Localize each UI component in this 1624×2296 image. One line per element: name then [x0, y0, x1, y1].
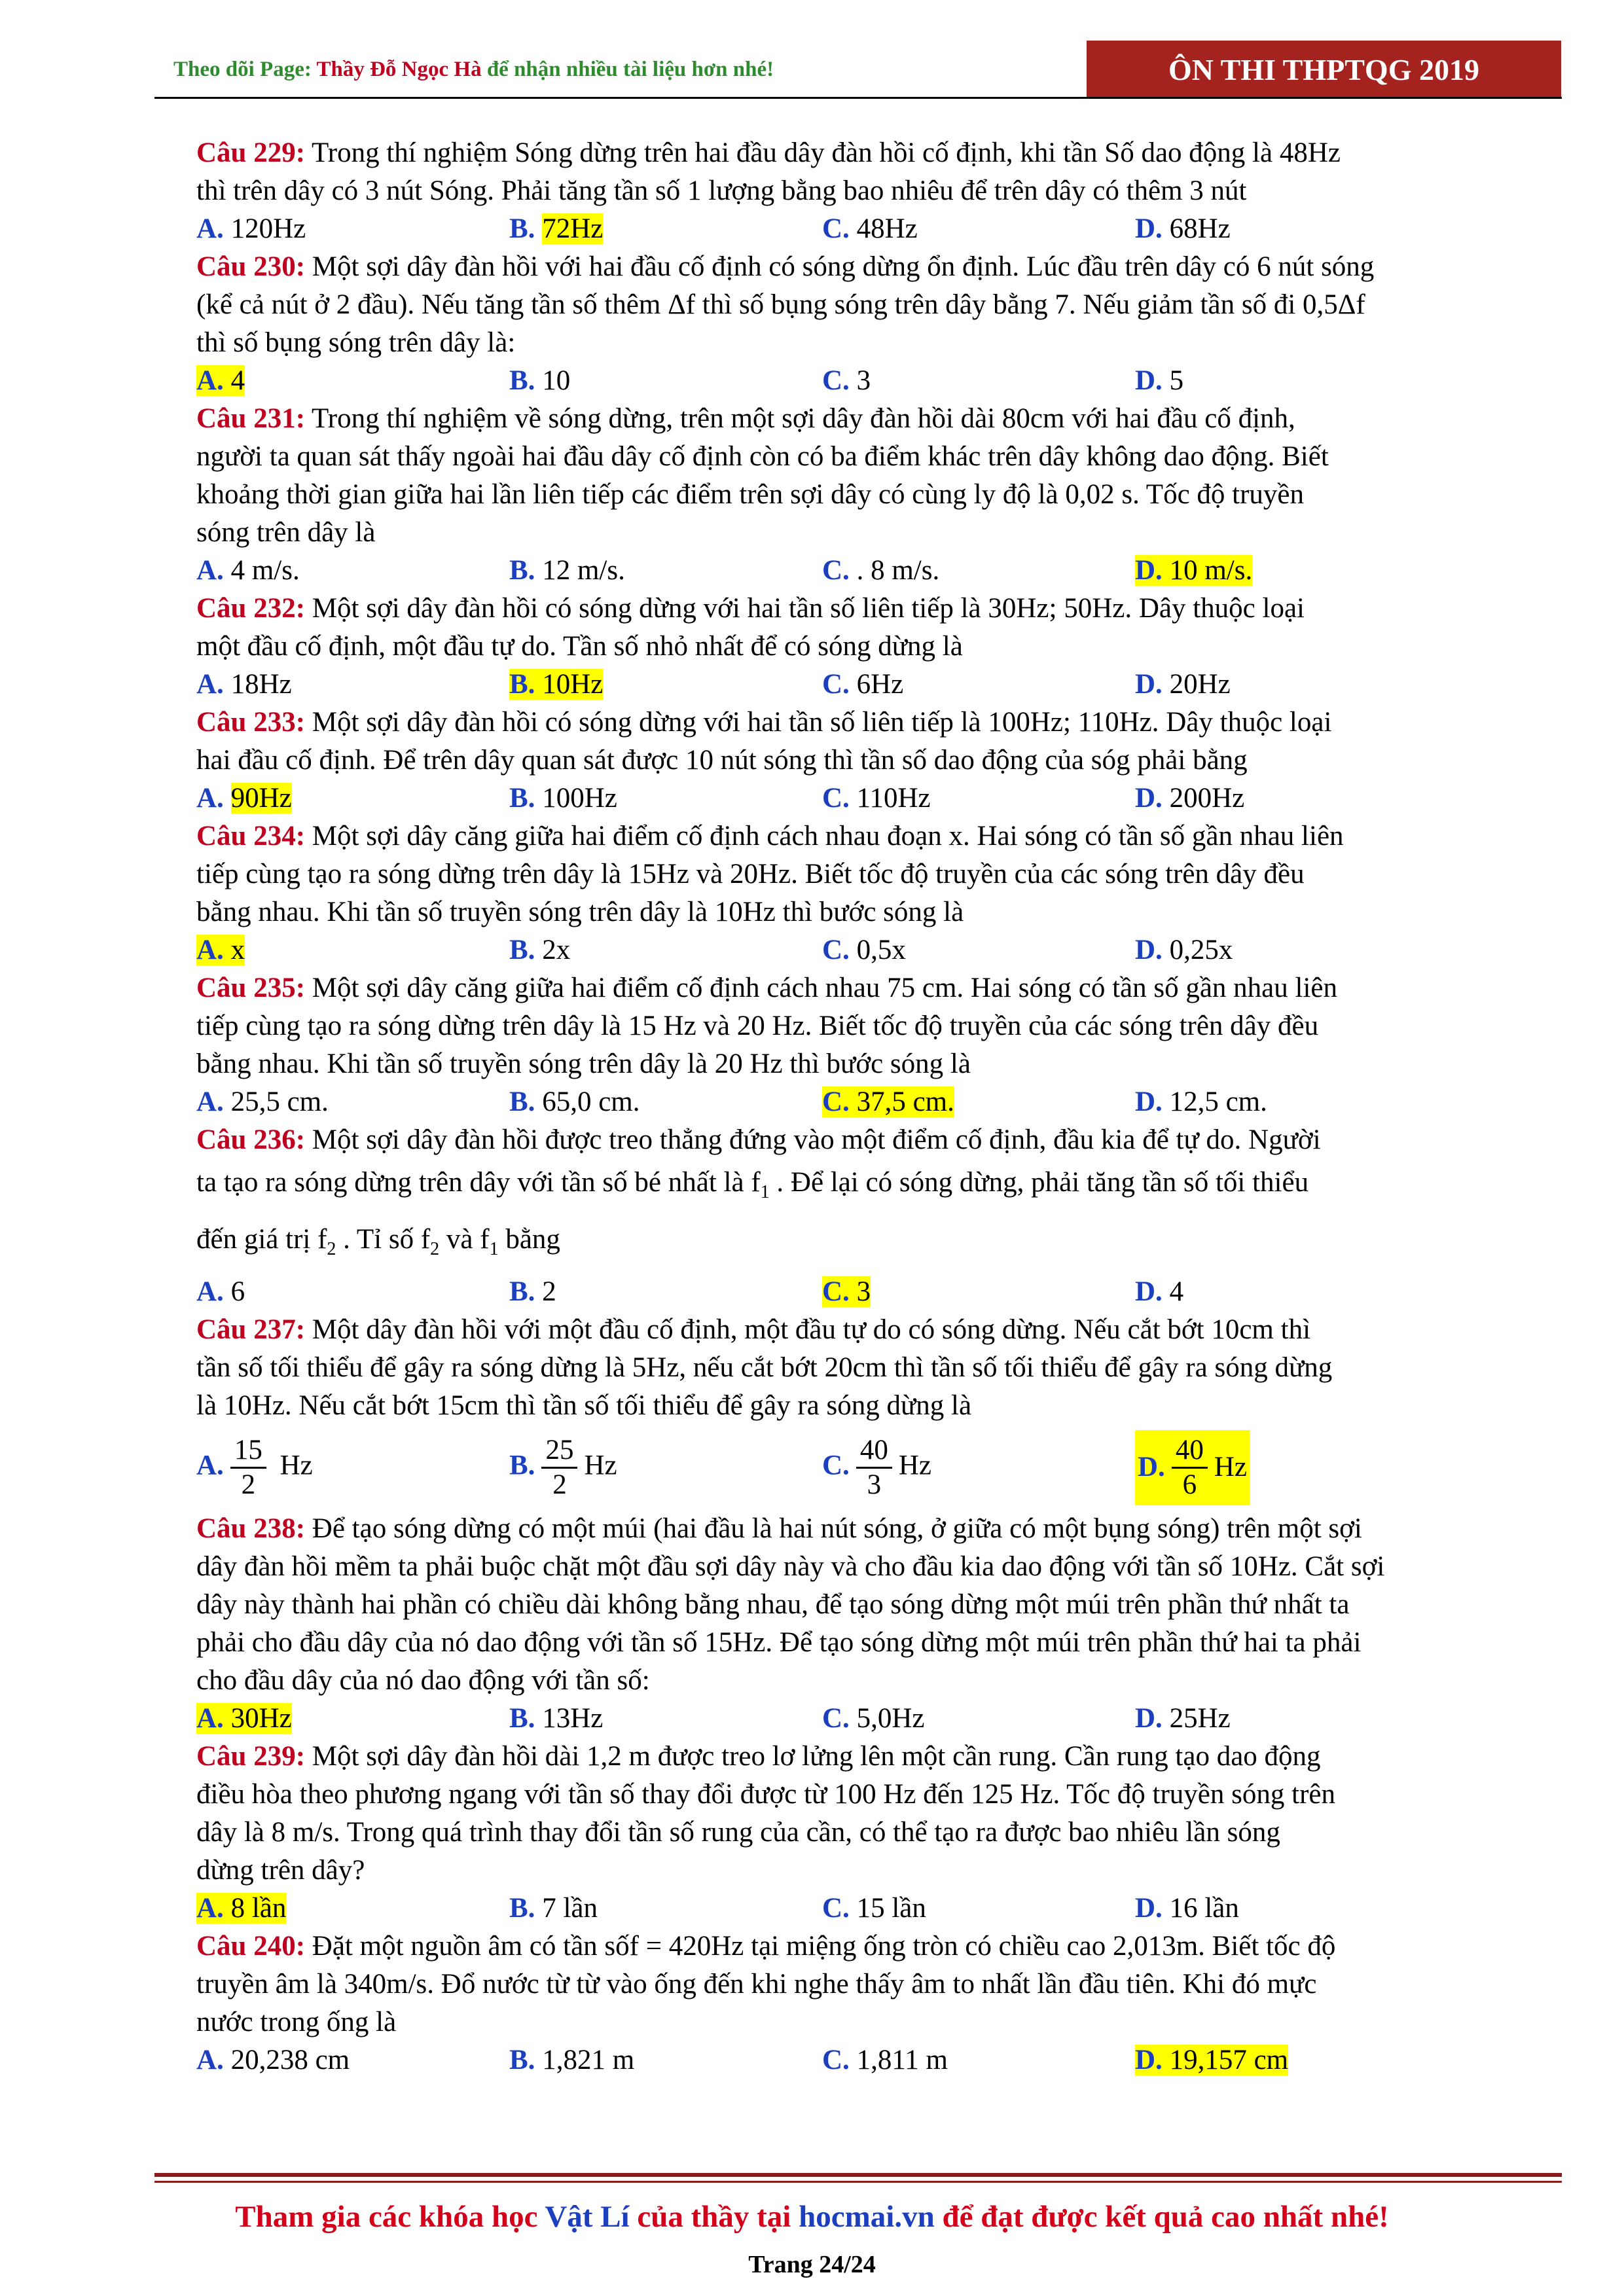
option-a: A. 6: [196, 1276, 245, 1307]
option-d: D. 68Hz: [1135, 213, 1231, 244]
question-238: [196, 1510, 1561, 1738]
option-d: D. 0,25x: [1135, 935, 1233, 965]
question-235: [196, 969, 1561, 1121]
option-b: B. 65,0 cm.: [509, 1086, 640, 1117]
option-a: A. 30Hz: [196, 1703, 292, 1734]
question-text: Câu 229: Trong thí nghiệm Sóng dừng trên hai đầu dây đàn hồi cố định, khi tần Số dao động là 48Hz: [196, 137, 1341, 168]
option-c: C. 6Hz: [822, 669, 904, 700]
options-row: [196, 362, 1561, 400]
math-f2: $f_2$: [317, 1224, 336, 1259]
options-row: [196, 2041, 1561, 2079]
option-b: B. 10Hz: [509, 669, 604, 700]
option-a: A. 120Hz: [196, 213, 306, 244]
option-c: C. $\frac{40}{3}$ Hz: [822, 1434, 931, 1500]
option-a: A. 18Hz: [196, 669, 292, 700]
question-236: [196, 1121, 1561, 1311]
question-text: dây này thành hai phần có chiều dài không bằng nhau, để tạo sóng dừng một múi trên phần thứ nhất ta: [196, 1589, 1350, 1620]
option-c: C. 0,5x: [822, 935, 906, 965]
options-row: [196, 1083, 1561, 1121]
questions-content: [196, 134, 1561, 2079]
option-b: B. 7 lần: [509, 1893, 598, 1924]
option-b: B. 2: [509, 1276, 556, 1307]
question-text: khoảng thời gian giữa hai lần liên tiếp các điểm trên sợi dây có cùng ly độ là 0,02 s. Tốc độ truyền: [196, 479, 1305, 510]
option-d: D. 10 m/s.: [1135, 555, 1253, 586]
option-a: A. 4 m/s.: [196, 555, 300, 586]
question-230: [196, 248, 1561, 400]
option-d: D. 20Hz: [1135, 669, 1231, 700]
option-a: A. 25,5 cm.: [196, 1086, 329, 1117]
question-240: [196, 1928, 1561, 2079]
question-text: dây đàn hồi mềm ta phải buộc chặt một đầu sợi dây này và cho đầu kia dao động với tần số 10Hz. Cắt sợi: [196, 1551, 1385, 1582]
option-c: C. 15 lần: [822, 1893, 926, 1924]
options-row: [196, 931, 1561, 969]
question-text: ta tạo ra sóng dừng trên dây với tần số bé nhất là $f_1$ . Để lại có sóng dừng, phải tăng tần số tối thiểu: [196, 1167, 1309, 1202]
option-c: C. 3: [822, 1276, 871, 1307]
question-text: bằng nhau. Khi tần số truyền sóng trên dây là 10Hz thì bước sóng là: [196, 897, 964, 927]
question-text: Câu 240: Đặt một nguồn âm có tần sốf = 420Hz tại miệng ống tròn có chiều cao 2,013m. Biết tốc độ: [196, 1931, 1336, 1962]
question-text: dừng trên dây?: [196, 1855, 365, 1886]
question-234: [196, 817, 1561, 969]
fraction: $\frac{40}{6}$: [1172, 1434, 1208, 1501]
question-text: sóng trên dây là: [196, 517, 376, 548]
question-text: tiếp cùng tạo ra sóng dừng trên dây là 15 Hz và 20 Hz. Biết tốc độ truyền của các sóng trên dây đều: [196, 1011, 1319, 1041]
option-a: A. 90Hz: [196, 783, 292, 814]
question-text: nước trong ống là: [196, 2007, 397, 2037]
question-text: truyền âm là 340m/s. Đổ nước từ từ vào ống đến khi nghe thấy âm to nhất lần đầu tiên. Khi đó mực: [196, 1969, 1317, 2000]
question-text: điều hòa theo phương ngang với tần số thay đổi được từ 100 Hz đến 125 Hz. Tốc độ truyền sóng trên: [196, 1779, 1335, 1810]
question-text: Câu 231: Trong thí nghiệm về sóng dừng, trên một sợi dây đàn hồi dài 80cm với hai đầu cố định,: [196, 403, 1295, 434]
option-b: B. 12 m/s.: [509, 555, 625, 586]
question-text: một đầu cố định, một đầu tự do. Tần số nhỏ nhất để có sóng dừng là: [196, 631, 963, 662]
question-233: [196, 704, 1561, 817]
option-a: A. 4: [196, 365, 245, 396]
question-text: tiếp cùng tạo ra sóng dừng trên dây là 15Hz và 20Hz. Biết tốc độ truyền của các sóng trên dây đều: [196, 859, 1305, 889]
question-text: Câu 238: Để tạo sóng dừng có một múi (hai đầu là hai nút sóng, ở giữa có một bụng sóng) trên một sợi: [196, 1513, 1362, 1544]
question-text: là 10Hz. Nếu cắt bớt 15cm thì tần số tối thiểu để gây ra sóng dừng là: [196, 1390, 972, 1421]
options-row: [196, 1425, 1561, 1510]
question-text: Câu 232: Một sợi dây đàn hồi có sóng dừng với hai tần số liên tiếp là 30Hz; 50Hz. Dây thuộc loại: [196, 593, 1305, 624]
question-text: Câu 235: Một sợi dây căng giữa hai điểm cố định cách nhau 75 cm. Hai sóng có tần số gần nhau liên: [196, 973, 1337, 1003]
option-d: D. 200Hz: [1135, 783, 1245, 814]
option-b: B. 72Hz: [509, 213, 604, 244]
options-row: [196, 1273, 1561, 1311]
header-divider: [154, 97, 1562, 99]
option-d: D. 12,5 cm.: [1135, 1086, 1267, 1117]
options-row: [196, 1700, 1561, 1738]
options-row: [196, 1890, 1561, 1928]
math-f1: $f_1$: [480, 1224, 499, 1259]
question-text: đến giá trị $f_2$ . Tỉ số $f_2$ và $f_1$ bằng: [196, 1224, 560, 1259]
option-a: A. 20,238 cm: [196, 2045, 350, 2075]
options-row: [196, 210, 1561, 248]
question-text: Câu 239: Một sợi dây đàn hồi dài 1,2 m được treo lơ lửng lên một cần rung. Cần rung tạo dao động: [196, 1741, 1321, 1772]
option-c: C. . 8 m/s.: [822, 555, 940, 586]
question-text: tần số tối thiểu để gây ra sóng dừng là 5Hz, nếu cắt bớt 20cm thì tần số tối thiểu để gây ra sóng dừng: [196, 1352, 1333, 1383]
option-b: B. $\frac{25}{2}$ Hz: [509, 1434, 617, 1500]
option-a: A. $\frac{15}{2}$ Hz: [196, 1434, 313, 1500]
math-f1: $f_1$: [751, 1167, 770, 1202]
question-text: Câu 233: Một sợi dây đàn hồi có sóng dừng với hai tần số liên tiếp là 100Hz; 110Hz. Dây thuộc loại: [196, 707, 1332, 738]
option-c: C. 1,811 m: [822, 2045, 948, 2075]
footer-divider: [154, 2173, 1562, 2177]
option-d: D. 19,157 cm: [1135, 2045, 1289, 2075]
question-text: Câu 237: Một dây đàn hồi với một đầu cố định, một đầu tự do có sóng dừng. Nếu cắt bớt 10cm thì: [196, 1314, 1311, 1345]
option-c: C. 110Hz: [822, 783, 931, 814]
footer-promo: Tham gia các khóa học Vật Lí của thầy tại hocmai.vn để đạt được kết quả cao nhất nhé!: [235, 2200, 1389, 2234]
option-b: B. 2x: [509, 935, 571, 965]
question-text: Câu 230: Một sợi dây đàn hồi với hai đầu cố định có sóng dừng ổn định. Lúc đầu trên dây có 6 nút sóng: [196, 251, 1375, 282]
option-b: B. 1,821 m: [509, 2045, 635, 2075]
option-d: D. 5: [1135, 365, 1184, 396]
math-f2: $f_2$: [420, 1224, 440, 1259]
option-a: A. 8 lần: [196, 1893, 287, 1924]
question-239: [196, 1738, 1561, 1928]
question-text: thì số bụng sóng trên dây là:: [196, 327, 516, 358]
options-row: [196, 552, 1561, 590]
option-d: D. 4: [1135, 1276, 1184, 1307]
option-c: C. 5,0Hz: [822, 1703, 925, 1734]
question-text: thì trên dây có 3 nút Sóng. Phải tăng tần số 1 lượng bằng bao nhiêu để trên dây có thêm 3 nút: [196, 175, 1247, 206]
question-237: [196, 1311, 1561, 1510]
fraction: $\frac{25}{2}$: [541, 1434, 577, 1501]
option-d: D. 16 lần: [1135, 1893, 1239, 1924]
option-b: B. 13Hz: [509, 1703, 604, 1734]
header-follow-text: Theo dõi Page: Thầy Đỗ Ngọc Hà để nhận nhiều tài liệu hơn nhé!: [173, 58, 774, 81]
fraction: $\frac{40}{3}$: [856, 1434, 892, 1501]
question-229: [196, 134, 1561, 248]
question-text: phải cho đầu dây của nó dao động với tần số 15Hz. Để tạo sóng dừng một múi trên phần thứ hai ta phải: [196, 1627, 1362, 1658]
option-b: B. 100Hz: [509, 783, 617, 814]
question-text: dây là 8 m/s. Trong quá trình thay đổi tần số rung của cần, có thể tạo ra được bao nhiêu lần sóng: [196, 1817, 1280, 1848]
option-b: B. 10: [509, 365, 571, 396]
question-text: Câu 234: Một sợi dây căng giữa hai điểm cố định cách nhau đoạn x. Hai sóng có tần số gần nhau liên: [196, 821, 1344, 852]
fraction: $\frac{15}{2}$: [230, 1434, 266, 1501]
question-text: (kể cả nút ở 2 đầu). Nếu tăng tần số thêm Δf thì số bụng sóng trên dây bằng 7. Nếu giảm tần số đi 0,5Δf: [196, 289, 1365, 320]
option-d: D. $\frac{40}{6}$ Hz: [1135, 1430, 1448, 1505]
question-231: [196, 400, 1561, 590]
question-text: hai đầu cố định. Để trên dây quan sát được 10 nút sóng thì tần số dao động của sóg phải bằng: [196, 745, 1248, 776]
options-row: [196, 780, 1561, 817]
page-number: Trang 24/24: [748, 2251, 876, 2278]
option-c: C. 48Hz: [822, 213, 918, 244]
question-232: [196, 590, 1561, 704]
footer-divider-thin: [154, 2181, 1562, 2183]
option-d: D. 25Hz: [1135, 1703, 1231, 1734]
question-text: cho đầu dây của nó dao động với tần số:: [196, 1665, 650, 1696]
option-c: C. 37,5 cm.: [822, 1086, 954, 1117]
question-text: người ta quan sát thấy ngoài hai đầu dây cố định còn có ba điểm khác trên dây không dao động. Biết: [196, 441, 1329, 472]
option-c: C. 3: [822, 365, 871, 396]
question-text: bằng nhau. Khi tần số truyền sóng trên dây là 20 Hz thì bước sóng là: [196, 1049, 971, 1079]
header-badge: ÔN THI THPTQG 2019: [1087, 41, 1561, 98]
option-a: A. x: [196, 935, 245, 965]
question-text: Câu 236: Một sợi dây đàn hồi được treo thẳng đứng vào một điểm cố định, đầu kia để tự do. Người: [196, 1124, 1321, 1155]
options-row: [196, 666, 1561, 704]
